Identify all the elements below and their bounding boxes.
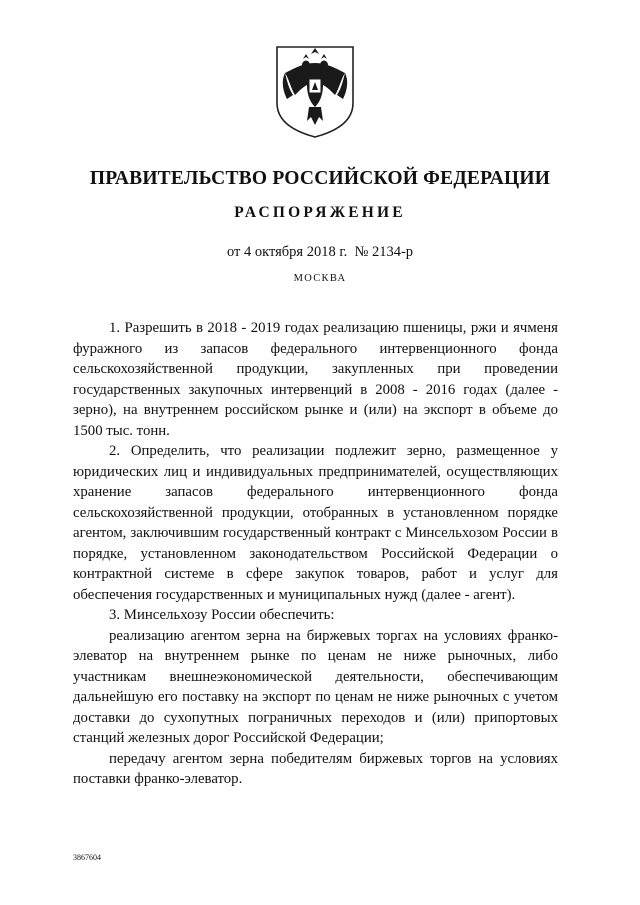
document-type: РАСПОРЯЖЕНИЕ [234, 204, 406, 221]
document-body [73, 318, 558, 790]
government-title: ПРАВИТЕЛЬСТВО РОССИЙСКОЙ ФЕДЕРАЦИИ [89, 168, 551, 189]
coat-of-arms-emblem [273, 45, 357, 139]
paragraph-2: 2. Определить, что реализации подлежит зерно, размещенное у юридических лиц и индивидуальных предпринимателей, осуществляющих хранение запасов федерального интервенционного фонда сельскохозяйственной продукции, отобранных в установленном порядке агентом, заключившим государственный контракт с Минсельхозом России в порядке, установленном законодательством Российской Федерации о контрактной системе в сфере закупок товаров, работ и услуг для обеспечения государственных и муниципальных нужд (далее - агент). [73, 443, 558, 603]
document-date-number: от 4 октября 2018 г. № 2134-р [226, 244, 414, 260]
paragraph-3-item-1: реализацию агентом зерна на биржевых торгах на условиях франко-элеватор на внутреннем рынке по ценам не ниже рыночных, либо участникам внешнеэкономической деятельности, обеспечивающим дальнейшую его поставку на экспорт по ценам не ниже рыночных с учетом доставки до сухопутных пограничных переходов и (или) припортовых станций железных дорог Российской Федерации; [73, 627, 558, 746]
document-city: МОСКВА [293, 273, 347, 284]
paragraph-3: 3. Минсельхозу России обеспечить: [109, 607, 335, 623]
document-code: 3867604 [73, 853, 101, 862]
paragraph-1: 1. Разрешить в 2018 - 2019 годах реализацию пшеницы, ржи и ячменя фуражного из запасов федерального интервенционного фонда сельскохозяйственной продукции, закупленных при проведении государственных закупочных интервенций в 2008 - 2016 годах (далее - зерно), на внутреннем российском рынке и (или) на экспорт в объеме до 1500 тыс. тонн. [73, 320, 558, 439]
paragraph-3-item-2: передачу агентом зерна победителям биржевых торгов на условиях поставки франко-элеватор. [73, 750, 558, 787]
